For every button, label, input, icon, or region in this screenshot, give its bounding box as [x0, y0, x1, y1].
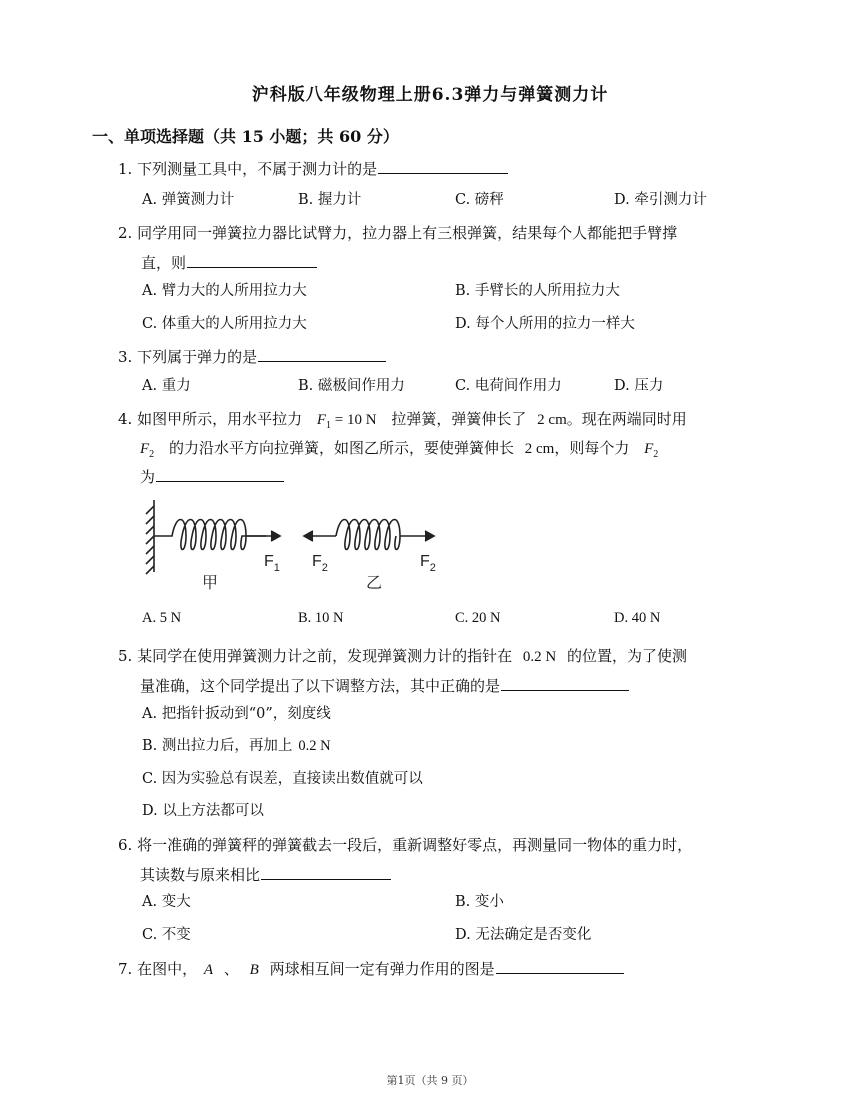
q5-text: 的位置，为了使测 [567, 647, 688, 665]
answer-blank [258, 346, 386, 362]
q4-option-a [142, 610, 181, 627]
q3-option-d: D. 压力 [614, 378, 664, 394]
q4-option-d [614, 610, 660, 627]
q3-option-c: C. 电荷间作用力 [455, 378, 562, 394]
q2-option-d: D. 每个人所用的拉力一样大 [455, 316, 635, 332]
q4-value: 2 cm [524, 441, 555, 457]
q5-option-b [142, 734, 331, 755]
question-2-text: 直，则 [141, 254, 187, 272]
force-f2-symbol: F [644, 441, 654, 457]
force-f1-symbol: F [316, 412, 327, 428]
q1-option-b: B. 握力计 [298, 192, 362, 208]
ball-a-label: A [203, 962, 214, 978]
question-2-line2 [141, 249, 317, 278]
q4-text: 4. 如图甲所示，用水平拉力 [118, 410, 303, 428]
q4-text: 。现在两端同时用 [566, 410, 687, 428]
q6-option-a: A. 变大 [142, 894, 191, 910]
q6-option-d: D. 无法确定是否变化 [455, 927, 592, 943]
page-footer: 第1页（共 9 页） [386, 1074, 474, 1087]
question-3-text: 3. 下列属于弹力的是 [118, 348, 258, 366]
q5-option-c: C. 因为实验总有误差，直接读出数值就可以 [142, 771, 423, 787]
q5-value: 0.2 N [522, 649, 557, 665]
question-1-text: 1. 下列测量工具中，不属于测力计的是 [118, 160, 378, 178]
q2-option-a: A. 臂力大的人所用拉力大 [142, 283, 307, 299]
label-f2-left: $F_2$ [312, 553, 328, 574]
spring-figure [140, 494, 450, 594]
q5-option-b-value: 0.2 N [298, 738, 331, 754]
force-f2-subscript: 2 [149, 449, 155, 460]
arrow-head [304, 531, 313, 541]
q4-text: 为 [140, 468, 156, 486]
q3-option-b: B. 磁极间作用力 [298, 378, 405, 394]
q4-option-a-text: A. 5 N [142, 610, 182, 626]
q7-text: 7. 在图中， [118, 960, 198, 978]
q5-text: 5. 某同学在使用弹簧测力计之前，发现弹簧测力计的指针在 [118, 647, 513, 665]
label-jia: 甲 [202, 573, 219, 592]
q5-option-b-text: B. 测出拉力后，再加上 [142, 738, 293, 754]
q5-text: 量准确，这个同学提出了以下调整方法，其中正确的是 [140, 677, 501, 695]
question-3 [118, 343, 386, 372]
figure-jia [146, 500, 280, 574]
spring-coil [336, 520, 400, 550]
q4-option-c-text: C. 20 N [455, 610, 501, 626]
answer-blank [156, 466, 284, 482]
q1-option-c: C. 磅秤 [455, 192, 504, 208]
spring-coil [154, 520, 266, 550]
q4-text: 的力沿水平方向拉弹簧，如图乙所示，要使弹簧伸长 [168, 439, 514, 457]
figure-yi [304, 520, 434, 550]
question-7 [118, 955, 624, 985]
arrow-head [425, 531, 434, 541]
label-yi: 乙 [366, 573, 383, 592]
q6-option-c: C. 不变 [142, 927, 191, 943]
answer-blank [501, 675, 629, 691]
q2-option-b: B. 手臂长的人所用拉力大 [455, 283, 620, 299]
q4-option-b-text: B. 10 N [298, 610, 344, 626]
q5-option-a: A. 把指针扳动到“0”，刻度线 [142, 706, 331, 722]
q4-text: 拉弹簧，弹簧伸长了 [391, 410, 527, 428]
q6-option-b: B. 变小 [455, 894, 504, 910]
force-f2-subscript: 2 [653, 449, 659, 460]
answer-blank [187, 252, 317, 268]
q1-option-d: D. 牵引测力计 [614, 192, 707, 208]
answer-blank [261, 864, 391, 880]
question-4-line3 [140, 463, 284, 492]
question-6-line1: 6. 将一准确的弹簧秤的弹簧截去一段后，重新调整好零点，再测量同一物体的重力时， [118, 836, 693, 854]
section-heading: 一、单项选择题（共 15 小题；共 60 分） [92, 127, 399, 146]
q4-value: 2 cm [537, 412, 567, 428]
ball-b-label: B [249, 962, 259, 978]
label-f1: $F_1$ [264, 553, 280, 574]
question-2-line1: 2. 同学用同一弹簧拉力器比试臂力，拉力器上有三根弹簧，结果每个人都能把手臂撑 [118, 224, 678, 242]
q5-option-d: D. 以上方法都可以 [142, 803, 264, 819]
q7-separator: 、 [223, 960, 239, 978]
q7-text: 两球相互间一定有弹力作用的图是 [269, 960, 495, 978]
force-f2-symbol: F [140, 441, 150, 457]
answer-blank [378, 158, 508, 174]
q6-text: 其读数与原来相比 [140, 866, 261, 884]
q4-option-d-text: D. 40 N [614, 610, 661, 626]
force-f1-subscript: 1 [326, 420, 332, 431]
q1-option-a: A. 弹簧测力计 [142, 192, 235, 208]
q2-option-c: C. 体重大的人所用拉力大 [142, 316, 307, 332]
q4-option-b [298, 610, 344, 627]
label-f2-right: $F_2$ [420, 553, 436, 574]
q3-option-a: A. 重力 [142, 378, 191, 394]
question-5-line2 [140, 672, 629, 701]
q4-text: ，则每个力 [554, 439, 630, 457]
answer-blank [496, 958, 624, 974]
page-title: 沪科版八年级物理上册6.3弹力与弹簧测力计 [251, 85, 609, 105]
question-5-line1 [118, 642, 687, 672]
question-1 [118, 155, 508, 184]
force-f1-value: = 10 N [331, 412, 377, 428]
q4-option-c [455, 610, 501, 627]
arrow-head [271, 531, 280, 541]
question-6-line2 [140, 861, 391, 890]
